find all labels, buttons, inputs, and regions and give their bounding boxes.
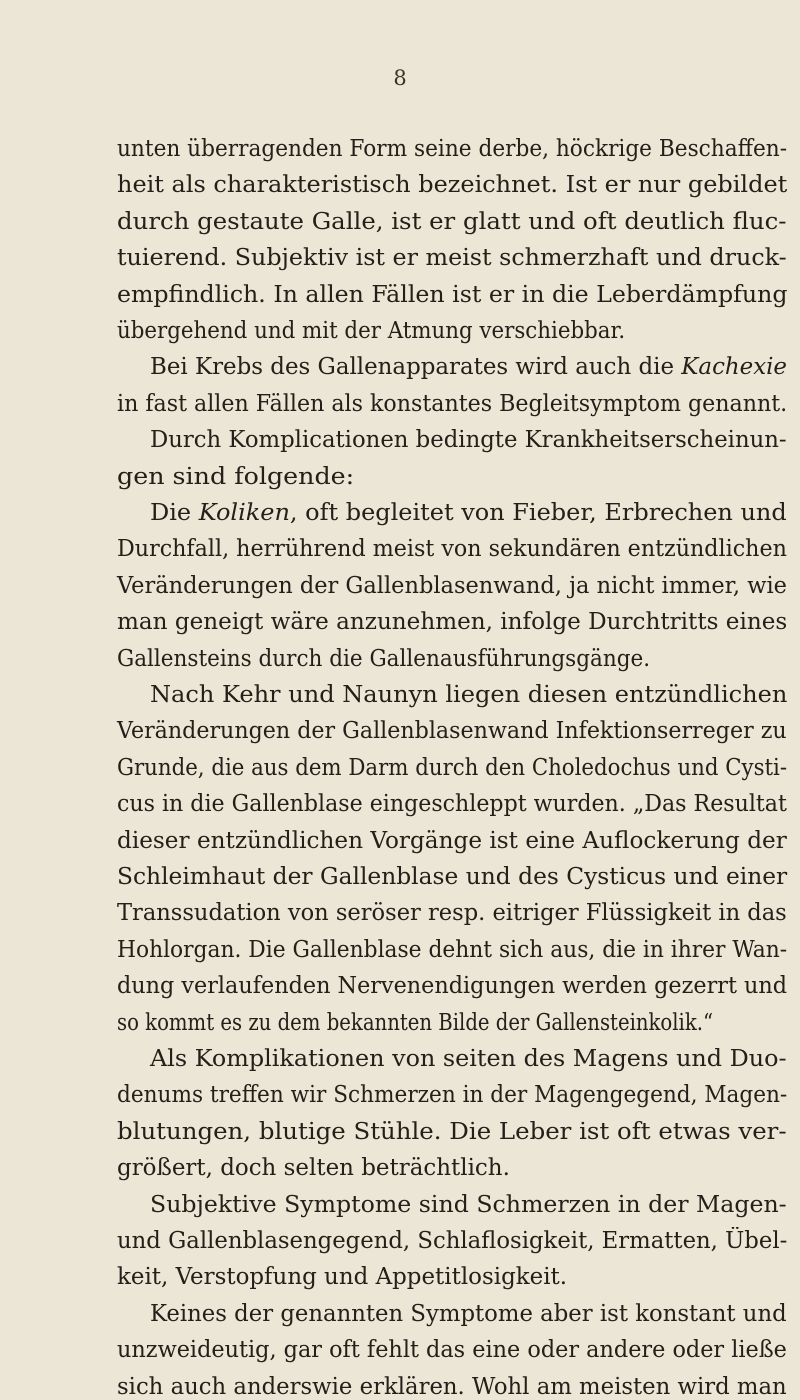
text-line: keit, Verstopfung und Appetitlosigkeit. — [117, 1263, 568, 1291]
text-line: sich auch anderswie erklären. Wohl am meisten wird man — [117, 1372, 787, 1400]
text-line: Keines der genannten Symptome aber ist konstant und — [150, 1299, 787, 1327]
text-line: dung verlaufenden Nervenendigungen werden gezerrt und — [117, 972, 788, 1000]
text-line: denums treffen wir Schmerzen in der Magengegend, Magen- — [117, 1081, 788, 1109]
text-line: Veränderungen der Gallenblasenwand Infektionserreger zu — [117, 717, 787, 745]
text-line: so kommt es zu dem bekannten Bilde der Gallensteinkolik.“ — [117, 1008, 714, 1036]
text-line: tuierend. Subjektiv ist er meist schmerzhaft und druck- — [117, 244, 787, 272]
text-line: und Gallenblasengegend, Schlaflosigkeit, Ermatten, Übel- — [117, 1227, 788, 1254]
text-line: Hohlorgan. Die Gallenblase dehnt sich aus, die in ihrer Wan- — [117, 935, 788, 963]
italic-term: Koliken — [198, 499, 290, 526]
text-line — [150, 349, 787, 385]
italic-term: Kachexie — [681, 353, 787, 381]
text-segment: Bei Krebs des Gallenapparates wird auch die — [150, 353, 682, 381]
text-segment: , oft begleitet von Fieber, Erbrechen und — [289, 499, 787, 526]
text-line: Transsudation von seröser resp. eitriger Flüssigkeit in das — [117, 899, 787, 927]
text-line — [150, 495, 787, 531]
text-line: gen sind folgende: — [117, 462, 355, 490]
text-line: Veränderungen der Gallenblasenwand, ja nicht immer, wie — [117, 571, 787, 599]
page-number: 8 — [393, 66, 407, 90]
text-line: heit als charakteristisch bezeichnet. Ist er nur gebildet — [117, 171, 788, 199]
text-line: man geneigt wäre anzunehmen, infolge Durchtritts eines — [117, 608, 788, 636]
text-line: blutungen, blutige Stühle. Die Leber ist oft etwas ver- — [117, 1117, 787, 1145]
text-line: dieser entzündlichen Vorgänge ist eine Auflockerung der — [117, 826, 787, 854]
text-line: übergehend und mit der Atmung verschiebbar. — [117, 317, 626, 344]
text-line: Als Komplikationen von seiten des Magens und Duo- — [150, 1045, 787, 1072]
text-line: unten überragenden Form seine derbe, höckrige Beschaffen- — [117, 135, 788, 162]
text-line: cus in die Gallenblase eingeschleppt wurden. „Das Resultat — [117, 790, 787, 818]
text-line: Durchfall, herrührend meist von sekundären entzündlichen — [117, 535, 787, 563]
text-line: Grunde, die aus dem Darm durch den Choledochus und Cysti- — [117, 753, 788, 781]
text-line: Schleimhaut der Gallenblase und des Cysticus und einer — [117, 863, 788, 890]
text-line: empfindlich. In allen Fällen ist er in die Leberdämpfung — [117, 280, 788, 308]
text-line: Subjektive Symptome sind Schmerzen in der Magen- — [150, 1190, 787, 1218]
text-line: unzweideutig, gar oft fehlt das eine oder andere oder ließe — [117, 1336, 787, 1364]
text-line: größert, doch selten beträchtlich. — [117, 1154, 510, 1182]
text-line: Durch Komplicationen bedingte Krankheitserscheinun- — [150, 426, 787, 454]
text-line: durch gestaute Galle, ist er glatt und oft deutlich fluc- — [117, 207, 787, 235]
text-line: in fast allen Fällen als konstantes Begleitsymptom genannt. — [117, 389, 788, 417]
text-segment: Die — [150, 499, 199, 526]
text-line: Gallensteins durch die Gallenausführungsgänge. — [117, 644, 651, 672]
text-line: Nach Kehr und Naunyn liegen diesen entzündlichen — [150, 681, 788, 708]
